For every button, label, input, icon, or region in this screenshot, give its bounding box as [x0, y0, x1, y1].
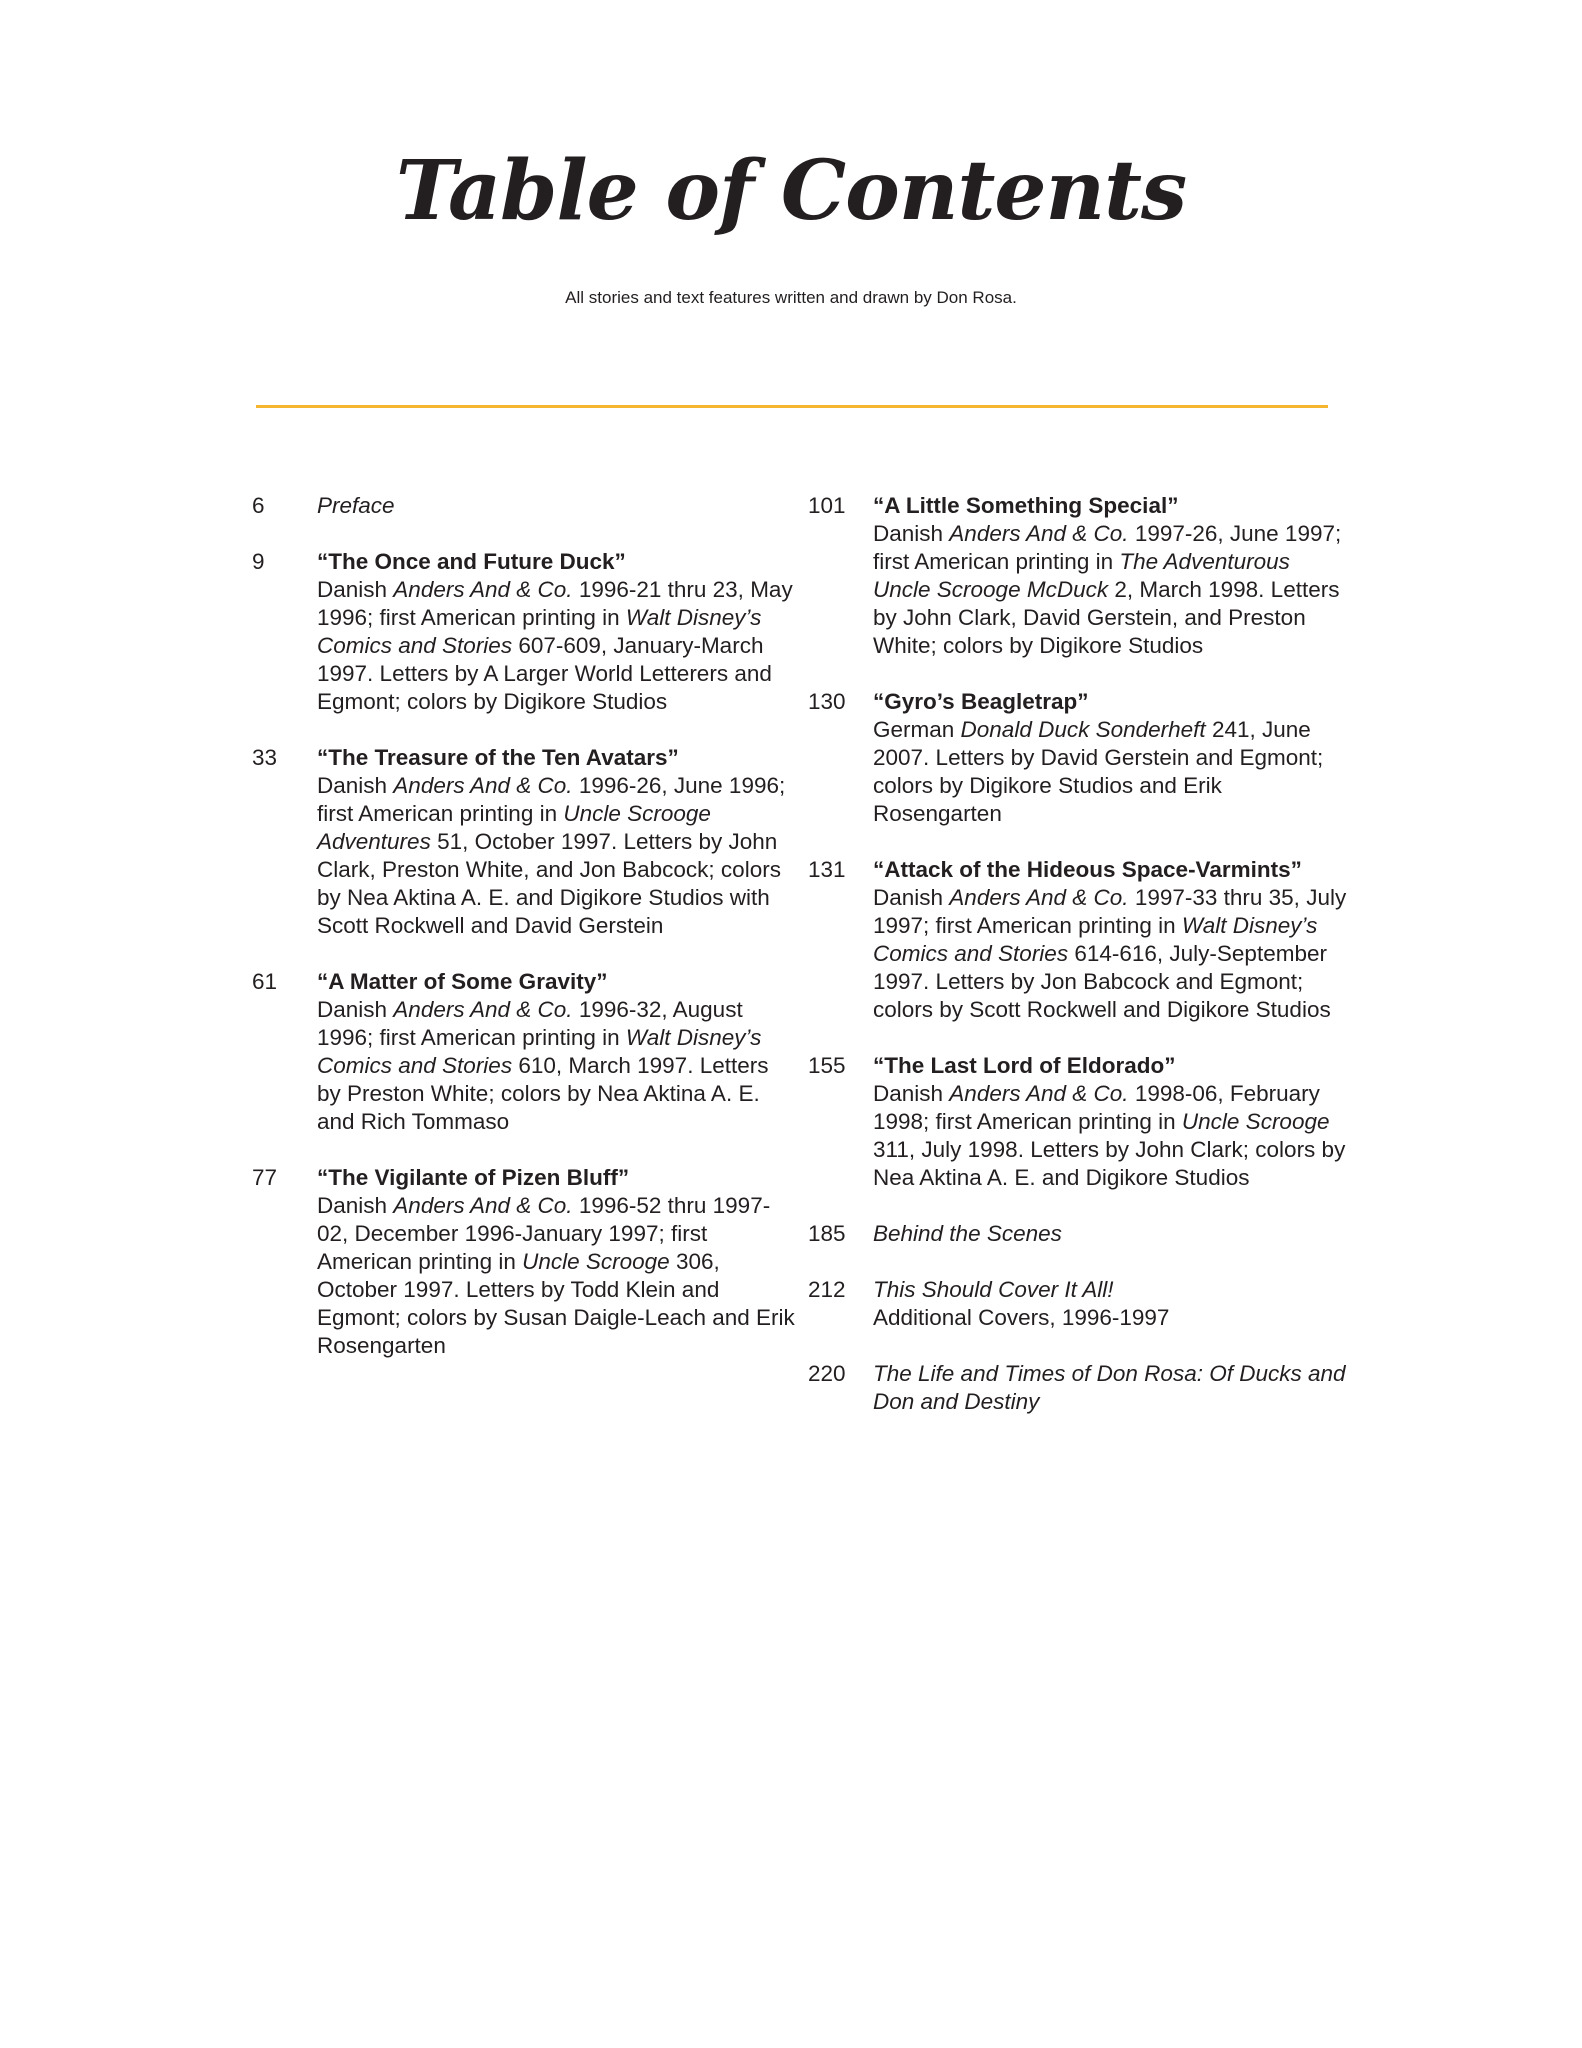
toc-entry-title: “A Matter of Some Gravity”	[317, 969, 608, 994]
publication-title: Uncle Scrooge	[1181, 1109, 1330, 1134]
toc-page-number: 155	[808, 1053, 846, 1078]
page-title: Table of Contents	[395, 143, 1187, 239]
toc-page-number: 77	[252, 1165, 278, 1190]
toc-entry-description	[873, 1080, 1353, 1192]
description-text: 306, October 1997. Letters by Todd Klein and Egmont; colors by Susan Daigle-Leach and Erik Rosengarten	[317, 1249, 795, 1358]
description-text: 1996-52 thru 1997-02, December 1996-January 1997; first American printing in	[317, 1193, 771, 1274]
publication-title: Anders And & Co.	[393, 773, 573, 798]
publication-title: Uncle Scrooge	[522, 1249, 670, 1274]
description-text: 1996-32, August 1996; first American printing in	[317, 997, 743, 1050]
toc-page-number: 212	[808, 1277, 846, 1302]
toc-entry	[808, 492, 1353, 660]
toc-page-number: 101	[808, 493, 846, 518]
toc-page-number: 9	[252, 549, 265, 574]
toc-entry-description	[317, 1192, 797, 1360]
toc-entry-title: Behind the Scenes	[873, 1221, 1062, 1246]
toc-entry-description	[317, 576, 797, 716]
toc-entry-description	[873, 884, 1353, 1024]
toc-page-number: 131	[808, 857, 846, 882]
toc-entry	[808, 688, 1353, 828]
description-text: 1998-06, February 1998; first American printing in	[873, 1081, 1320, 1134]
toc-entry-title: “The Treasure of the Ten Avatars”	[317, 745, 679, 770]
toc-entry-description	[873, 716, 1353, 828]
toc-entry	[808, 1276, 1353, 1332]
description-text: 1996-26, June 1996; first American printing in	[317, 773, 786, 826]
description-text: Additional Covers, 1996-1997	[873, 1305, 1170, 1330]
toc-entry	[808, 856, 1353, 1024]
toc-entry-title: “Attack of the Hideous Space-Varmints”	[873, 857, 1302, 882]
publication-title: Uncle Scrooge Adventures	[317, 801, 711, 854]
toc-entry	[808, 1052, 1353, 1192]
toc-entry	[252, 1164, 797, 1360]
divider-rule	[256, 405, 1328, 408]
toc-entry-description	[317, 772, 797, 940]
toc-entry-title: Preface	[317, 493, 395, 518]
description-text: 610, March 1997. Letters by Preston White; colors by Nea Aktina A. E. and Rich Tommaso	[317, 1053, 769, 1134]
toc-entry-description	[873, 1304, 1353, 1332]
publication-title: The Adventurous Uncle Scrooge McDuck	[873, 549, 1290, 602]
publication-title: Anders And & Co.	[949, 885, 1129, 910]
description-text: Danish	[317, 773, 394, 798]
toc-page-number: 6	[252, 493, 265, 518]
toc-entry-title: “The Last Lord of Eldorado”	[873, 1053, 1176, 1078]
description-text: German	[873, 717, 961, 742]
description-text: 607-609, January-March 1997. Letters by A Larger World Letterers and Egmont; colors by Digikore Studios	[317, 633, 772, 714]
page-subtitle: All stories and text features written and drawn by Don Rosa.	[565, 288, 1017, 307]
toc-page-number: 33	[252, 745, 278, 770]
description-text: Danish	[317, 1193, 394, 1218]
description-text: Danish	[317, 997, 394, 1022]
toc-entry-title: “The Once and Future Duck”	[317, 549, 626, 574]
description-text: 1997-26, June 1997; first American printing in	[873, 521, 1342, 574]
publication-title: Anders And & Co.	[949, 1081, 1129, 1106]
publication-title: Anders And & Co.	[393, 1193, 573, 1218]
toc-page-number: 61	[252, 969, 278, 994]
description-text: 311, July 1998. Letters by John Clark; colors by Nea Aktina A. E. and Digikore Studios	[873, 1137, 1346, 1190]
description-text: 241, June 2007. Letters by David Gerstein and Egmont; colors by Digikore Studios and Erik Rosengarten	[873, 717, 1324, 826]
toc-column-right	[808, 492, 1353, 1444]
publication-title: Walt Disney’s Comics and Stories	[317, 1025, 762, 1078]
publication-title: Anders And & Co.	[949, 521, 1129, 546]
toc-entry-description	[317, 996, 797, 1136]
publication-title: Anders And & Co.	[393, 577, 573, 602]
description-text: 51, October 1997. Letters by John Clark, Preston White, and Jon Babcock; colors by Nea Aktina A. E. and Digikore Studios with Scott Rockwell and David Gerstein	[317, 829, 781, 938]
toc-page-number: 130	[808, 689, 846, 714]
toc-entry-title: “Gyro’s Beagletrap”	[873, 689, 1089, 714]
toc-entry	[808, 1220, 1353, 1248]
toc-entry	[252, 548, 797, 716]
toc-entry-description	[873, 520, 1353, 660]
publication-title: Anders And & Co.	[393, 997, 573, 1022]
description-text: 2, March 1998. Letters by John Clark, David Gerstein, and Preston White; colors by Digikore Studios	[873, 577, 1340, 658]
toc-entry	[252, 968, 797, 1136]
toc-entry	[252, 744, 797, 940]
toc-entry	[808, 1360, 1353, 1416]
toc-entry-title: The Life and Times of Don Rosa: Of Ducks and Don and Destiny	[873, 1361, 1346, 1414]
description-text: Danish	[873, 521, 950, 546]
publication-title: Walt Disney’s Comics and Stories	[317, 605, 762, 658]
description-text: Danish	[873, 1081, 950, 1106]
description-text: 1997-33 thru 35, July 1997; first American printing in	[873, 885, 1347, 938]
description-text: Danish	[873, 885, 950, 910]
toc-page-number: 185	[808, 1221, 846, 1246]
publication-title: Walt Disney’s Comics and Stories	[873, 913, 1318, 966]
toc-page-number: 220	[808, 1361, 846, 1386]
description-text: Danish	[317, 577, 394, 602]
description-text: 614-616, July-September 1997. Letters by Jon Babcock and Egmont; colors by Scott Rockwell and Digikore Studios	[873, 941, 1331, 1022]
toc-entry	[252, 492, 797, 520]
publication-title: Donald Duck Sonderheft	[960, 717, 1206, 742]
toc-entry-title: “A Little Something Special”	[873, 493, 1179, 518]
toc-entry-title: This Should Cover It All!	[873, 1277, 1114, 1302]
description-text: 1996-21 thru 23, May 1996; first American printing in	[317, 577, 793, 630]
toc-column-left	[252, 492, 797, 1388]
toc-entry-title: “The Vigilante of Pizen Bluff”	[317, 1165, 630, 1190]
